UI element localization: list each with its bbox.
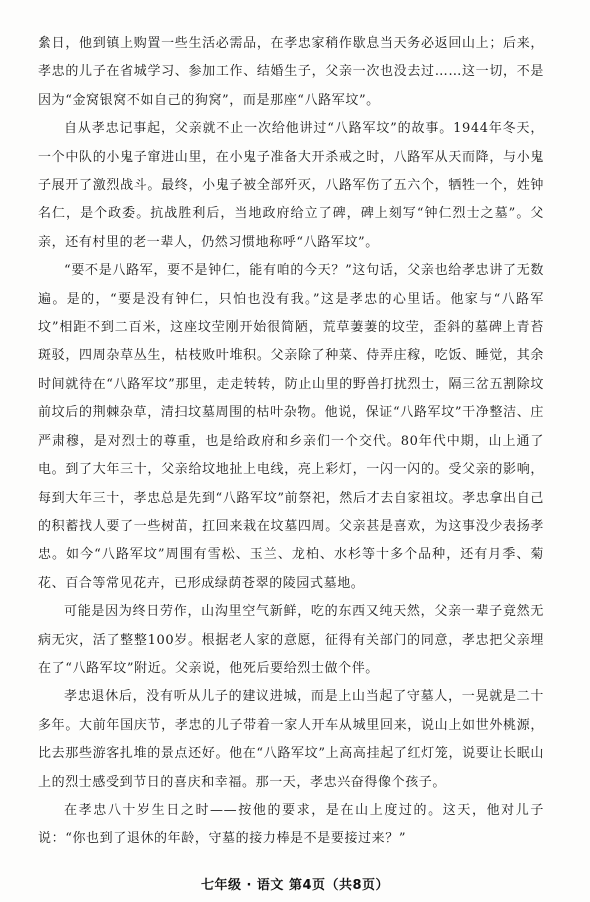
paragraph-6: 在孝忠八十岁生日之时——按他的要求，是在山上度过的。这天，他对儿子说：“你也到了退休的年龄，守墓的接力棒是不是要接过来？” xyxy=(38,802,544,847)
paragraph-3: “要不是八路军，要不是钟仁，能有咱的今天？”这句话，父亲也给孝忠讲了无数遍。是的，“要是没有钟仁，只怕也没有我。”这是孝忠的心里话。他家与“八路军坟”相距不到二百米，这座坟茔刚开始很简陋，荒草萋萋的坟茔，歪斜的墓碑上青苔斑驳，四周杂草丛生，枯枝败叶堆积。父亲除了种菜、侍弄庄稼，吃饭、睡觉，其余时间就待在“八路军坟”那里，走走转转，防止山里的野兽打扰烈士，隔三岔五割除坟前坟后的荆棘杂草，清扫坟墓周围的枯叶杂物。他说，保证“八路军坟”干净整洁、庄严肃穆，是对烈士的尊重，也是给政府和乡亲们一个交代。80年代中期，山上通了电。到了大年三十，父亲给坟地扯上电线，亮上彩灯，一闪一闪的。受父亲的影响，每到大年三十，孝忠总是先到“八路军坟”前祭祀，然后才去自家祖坟。孝忠拿出自己的积蓄找人要了一些树苗，扛回来栽在坟墓四周。父亲甚是喜欢，为这事没少表扬孝忠。如今“八路军坟”周围有雪松、玉兰、龙柏、水杉等十多个品种，还有月季、菊花、百合等常见花卉，已形成绿荫苍翠的陵园式墓地。 xyxy=(38,263,544,591)
paragraph-1: 絫日，他到镇上购置一些生活必需品，在孝忠家稍作歇息当天务必返回山上；后来，孝忠的儿子在省城学习、参加工作、结婚生子，父亲一次也没去过……这一切，不是因为“金窝银窝不如自己的狗窝”，而是那座“八路军坟”。 xyxy=(38,36,544,108)
page-footer: 七年级 · 语文 第4页（共8页） xyxy=(200,878,390,893)
passage-body xyxy=(38,30,544,854)
paragraph-2: 自从孝忠记事起，父亲就不止一次给他讲过“八路军坟”的故事。1944年冬天，一个中队的小鬼子窜进山里，在小鬼子准备大开杀戒之时，八路军从天而降，与小鬼子展开了激烈战斗。最终，小鬼子被全部歼灭，八路军伤了五六个，牺牲一个，姓钟名仁，是个政委。抗战胜利后，当地政府给立了碑，碑上刻写“钟仁烈士之墓”。父亲，还有村里的老一辈人，仍然习惯地称呼“八路军坟”。 xyxy=(38,121,544,250)
paragraph-4: 可能是因为终日劳作，山沟里空气新鲜，吃的东西又纯天然，父亲一辈子竟然无病无灾，活了整整100岁。根据老人家的意愿，征得有关部门的同意，孝忠把父亲埋在了“八路军坟”附近。父亲说，他死后要给烈士做个伴。 xyxy=(38,604,544,676)
paragraph-5: 孝忠退休后，没有听从儿子的建议进城，而是上山当起了守墓人，一晃就是二十多年。大前年国庆节，孝忠的儿子带着一家人开车从城里回来，说山上如世外桃源，比去那些游客扎堆的景点还好。他在“八路军坟”上高高挂起了红灯笼，说要让长眠山上的烈士感受到节日的喜庆和幸福。那一天，孝忠兴奋得像个孩子。 xyxy=(38,689,544,790)
